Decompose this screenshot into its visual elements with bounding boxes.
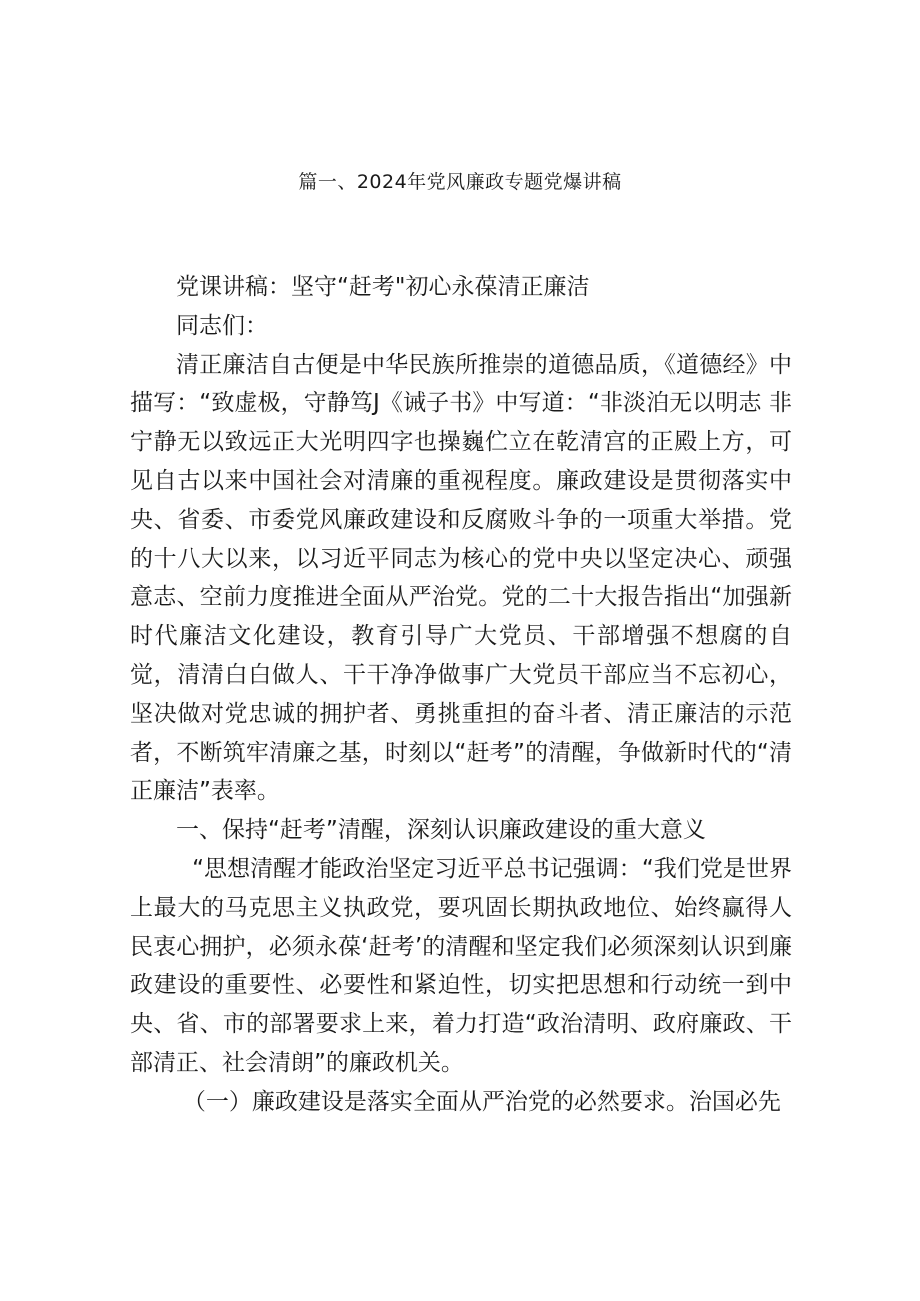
lecture-subtitle: 党课讲稿：坚守“赶考"初心永葆清正廉洁 (176, 274, 590, 300)
body-paragraph: 清正廉洁自古便是中华民族所推崇的道德品质，《道德经》中描写：“致虚极，守静笃J《诫子书》中写道：“非淡泊无以明志 非宁静无以致远正大光明四字也操巍伫立在乾清宫的正殿上方，可见自古以来中国社会对清廉的重视程度。廉政建设是贯彻落实中央、省委、市委党风廉政建设和反腐败斗争的一项重大举措。党的十八大以来，以习近平同志为核心的党中央以坚定决心、顽强意志、空前力度推进全面从严治党。党的二十大报告指出“加强新时代廉洁文化建设，教育引导广大党员、干部增强不想腐的自觉，清清白白做人、干干净净做事广大党员干部应当不忘初心，坚决做对党忠诚的拥护者、勇挑重担的奋斗者、清正廉洁的示范者，不断筑牢清廉之基，时刻以“赶考”的清醒，争做新时代的“清正廉洁”表率。 (130, 351, 792, 805)
document-body (130, 268, 792, 1122)
salutation: 同志们： (176, 312, 268, 339)
subsection-heading: （一）廉政建设是落实全面从严治党的必然要求。治国必先 (182, 1088, 781, 1115)
document-title: 篇一、2024年党风廉政专题党爆讲稿 (298, 171, 622, 193)
body-paragraph: “思想清醒才能政治坚定习近平总书记强调：“我们党是世界上最大的马克思主义执政党，要巩固长期执政地位、始终赢得人民衷心拥护，必须永葆‘赶考’的清醒和坚定我们必须深刻认识到廉政建设的重要性、必要性和紧迫性，切实把思想和行动统一到中央、省、市的部署要求上来，着力打造“政治清明、政府廉政、干部清正、社会清朗”的廉政机关。 (130, 855, 792, 1076)
section-heading: 一、保持“赶考”清醒，深刻认识廉政建设的重大意义 (176, 817, 706, 844)
